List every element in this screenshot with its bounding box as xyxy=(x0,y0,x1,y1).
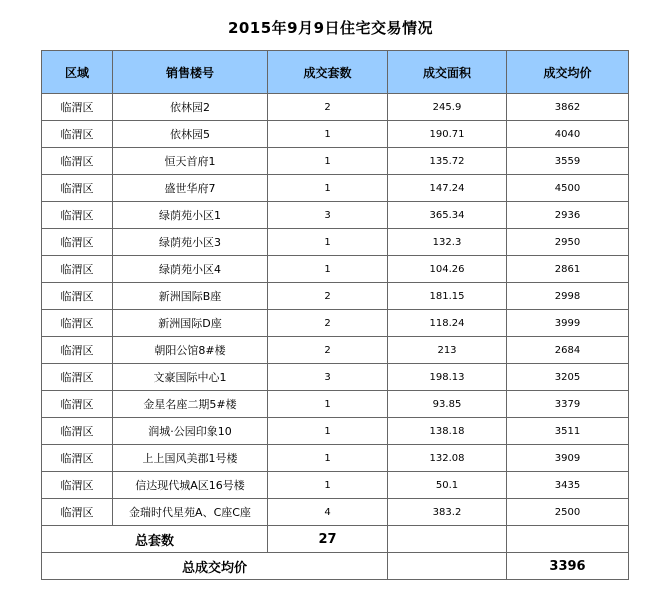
cell-project: 新洲国际B座 xyxy=(113,283,268,310)
avg-price-empty xyxy=(388,553,507,580)
header-project: 销售楼号 xyxy=(113,51,268,94)
table-row xyxy=(42,94,629,121)
cell-price: 4500 xyxy=(507,175,629,202)
cell-units: 3 xyxy=(268,202,388,229)
cell-units: 2 xyxy=(268,283,388,310)
table-row xyxy=(42,202,629,229)
table-row xyxy=(42,310,629,337)
cell-district: 临渭区 xyxy=(42,121,113,148)
total-units-empty-2 xyxy=(507,526,629,553)
cell-price: 3205 xyxy=(507,364,629,391)
cell-area: 365.34 xyxy=(388,202,507,229)
cell-district: 临渭区 xyxy=(42,175,113,202)
cell-units: 4 xyxy=(268,499,388,526)
cell-area: 138.18 xyxy=(388,418,507,445)
cell-price: 3559 xyxy=(507,148,629,175)
cell-price: 2950 xyxy=(507,229,629,256)
cell-project: 依林园2 xyxy=(113,94,268,121)
cell-area: 198.13 xyxy=(388,364,507,391)
cell-district: 临渭区 xyxy=(42,418,113,445)
total-units-empty-1 xyxy=(388,526,507,553)
cell-price: 3435 xyxy=(507,472,629,499)
cell-district: 临渭区 xyxy=(42,202,113,229)
cell-price: 3862 xyxy=(507,94,629,121)
cell-district: 临渭区 xyxy=(42,391,113,418)
cell-units: 2 xyxy=(268,94,388,121)
table-row xyxy=(42,148,629,175)
avg-price-value: 3396 xyxy=(507,553,629,580)
cell-price: 2684 xyxy=(507,337,629,364)
cell-area: 132.08 xyxy=(388,445,507,472)
cell-area: 181.15 xyxy=(388,283,507,310)
cell-price: 3379 xyxy=(507,391,629,418)
avg-price-row xyxy=(42,553,629,580)
cell-district: 临渭区 xyxy=(42,283,113,310)
cell-area: 104.26 xyxy=(388,256,507,283)
cell-units: 2 xyxy=(268,337,388,364)
cell-district: 临渭区 xyxy=(42,94,113,121)
table-row xyxy=(42,391,629,418)
cell-price: 3511 xyxy=(507,418,629,445)
transaction-table xyxy=(41,50,629,580)
table-row xyxy=(42,229,629,256)
cell-district: 临渭区 xyxy=(42,445,113,472)
cell-project: 信达现代城A区16号楼 xyxy=(113,472,268,499)
table-row xyxy=(42,364,629,391)
cell-project: 上上国风美郡1号楼 xyxy=(113,445,268,472)
cell-price: 2936 xyxy=(507,202,629,229)
cell-project: 朝阳公馆8#楼 xyxy=(113,337,268,364)
cell-district: 临渭区 xyxy=(42,337,113,364)
cell-district: 临渭区 xyxy=(42,310,113,337)
page-title: 2015年9月9日住宅交易情况 xyxy=(227,19,434,37)
table-row xyxy=(42,499,629,526)
cell-price: 4040 xyxy=(507,121,629,148)
cell-price: 3909 xyxy=(507,445,629,472)
cell-area: 132.3 xyxy=(388,229,507,256)
cell-units: 1 xyxy=(268,391,388,418)
cell-price: 2500 xyxy=(507,499,629,526)
table-row xyxy=(42,472,629,499)
cell-project: 文豪国际中心1 xyxy=(113,364,268,391)
cell-district: 临渭区 xyxy=(42,472,113,499)
cell-units: 1 xyxy=(268,256,388,283)
cell-project: 金星名座二期5#楼 xyxy=(113,391,268,418)
table-row xyxy=(42,337,629,364)
table-row xyxy=(42,256,629,283)
cell-project: 绿荫苑小区4 xyxy=(113,256,268,283)
table-header-row xyxy=(42,51,629,94)
cell-area: 213 xyxy=(388,337,507,364)
table-row xyxy=(42,445,629,472)
header-area: 成交面积 xyxy=(388,51,507,94)
cell-district: 临渭区 xyxy=(42,364,113,391)
cell-area: 50.1 xyxy=(388,472,507,499)
cell-project: 恒天首府1 xyxy=(113,148,268,175)
cell-area: 190.71 xyxy=(388,121,507,148)
avg-price-label: 总成交均价 xyxy=(42,553,388,580)
table-row xyxy=(42,418,629,445)
cell-project: 金瑞时代星苑A、C座C座 xyxy=(113,499,268,526)
cell-district: 临渭区 xyxy=(42,148,113,175)
cell-units: 1 xyxy=(268,229,388,256)
table-row xyxy=(42,283,629,310)
cell-units: 3 xyxy=(268,364,388,391)
cell-project: 绿荫苑小区1 xyxy=(113,202,268,229)
table-row xyxy=(42,175,629,202)
cell-units: 1 xyxy=(268,121,388,148)
cell-price: 2861 xyxy=(507,256,629,283)
cell-district: 临渭区 xyxy=(42,499,113,526)
header-price: 成交均价 xyxy=(507,51,629,94)
total-units-label: 总套数 xyxy=(42,526,268,553)
total-units-value: 27 xyxy=(268,526,388,553)
cell-district: 临渭区 xyxy=(42,229,113,256)
cell-area: 93.85 xyxy=(388,391,507,418)
table-row xyxy=(42,121,629,148)
cell-units: 1 xyxy=(268,472,388,499)
cell-area: 383.2 xyxy=(388,499,507,526)
cell-area: 118.24 xyxy=(388,310,507,337)
header-units: 成交套数 xyxy=(268,51,388,94)
cell-units: 1 xyxy=(268,148,388,175)
cell-area: 245.9 xyxy=(388,94,507,121)
cell-project: 新洲国际D座 xyxy=(113,310,268,337)
cell-units: 1 xyxy=(268,445,388,472)
cell-units: 1 xyxy=(268,418,388,445)
cell-project: 依林园5 xyxy=(113,121,268,148)
cell-units: 1 xyxy=(268,175,388,202)
cell-area: 147.24 xyxy=(388,175,507,202)
cell-price: 2998 xyxy=(507,283,629,310)
header-district: 区域 xyxy=(42,51,113,94)
cell-project: 润城·公园印象10 xyxy=(113,418,268,445)
total-units-row xyxy=(42,526,629,553)
cell-project: 绿荫苑小区3 xyxy=(113,229,268,256)
cell-project: 盛世华府7 xyxy=(113,175,268,202)
cell-district: 临渭区 xyxy=(42,256,113,283)
cell-units: 2 xyxy=(268,310,388,337)
cell-price: 3999 xyxy=(507,310,629,337)
cell-area: 135.72 xyxy=(388,148,507,175)
